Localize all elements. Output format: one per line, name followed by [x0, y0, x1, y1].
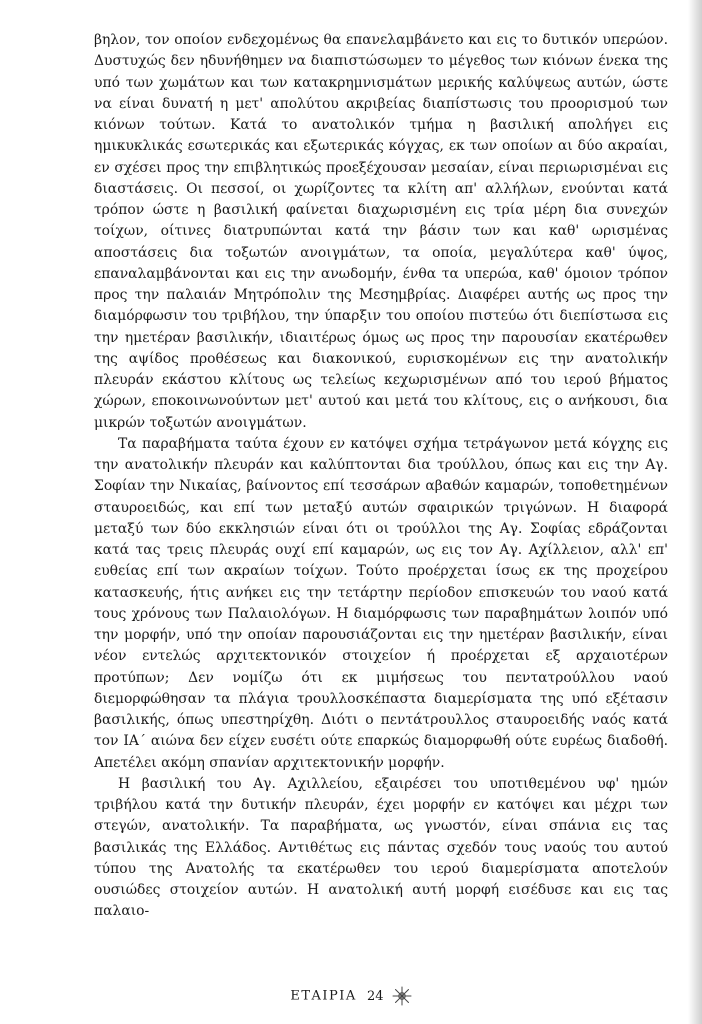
footer-title: ΕΤΑΙΡΙΑ: [290, 988, 357, 1004]
page-edge-shadow: [688, 0, 702, 1024]
paragraph: Η βασιλική του Αγ. Αχιλλείου, εξαιρέσει του υποτιθεμένου υφ' ημών τριβήλου κατά την δυτικήν πλευράν, έχει μορφήν εν κατόψει και μέχρι των στεγών, ανατολικήν. Τα παραβήματα, ως γνωστόν, είναι σπάνια εις τας βασιλικάς της Ελλάδος. Αντιθέτως εις πάντας σχεδόν τους ναούς του αυτού τύπου της Ανατολής τα εκατέρωθεν του ιερού διαμερίσματα αποτελούν ουσιώδες στοιχείον αυτών. Η ανατολική αυτή μορφή εισέδυσε και εις τας παλαιο-: [94, 775, 668, 920]
body-text: [94, 30, 668, 923]
page-number: 24: [366, 988, 384, 1004]
paragraph: Τα παραβήματα ταύτα έχουν εν κατόψει σχήμα τετράγωνον μετά κόγχης εις την ανατολικήν πλευράν και καλύπτονται δια τρούλλου, όπως και εις την Αγ. Σοφίαν την Νικαίας, βαίνοντος επί τεσσάρων αβαθών καμαρών, τοποθετημένων σταυροειδώς, και επί των μεταξύ αυτών σφαιρικών τριγώνων. Η διαφορά μεταξύ των δύο εκκλησιών είναι ότι οι τρούλλοι της Αγ. Σοφίας εδράζονται κατά τας τρεις πλευράς ουχί επί καμαρών, ως εις τον Αγ. Αχίλλειον, αλλ' επ' ευθείας επί των ακραίων τοίχων. Τούτο προέρχεται ίσως εκ της προχείρου κατασκευής, ήτις ανήκει εις την τετάρτην περίοδον επισκευών του ναού κατά τους χρόνους των Παλαιολόγων. Η διαμόρφωσις των παραβημάτων λοιπόν υπό την μορφήν, υπό την οποίαν παρουσιάζονται εις την ημετέραν βασιλικήν, είναι νέον εντελώς αρχιτεκτονικόν στοιχείον ή προέρχεται εξ αρχαιοτέρων προτύπων; Δεν νομίζω ότι εκ μιμήσεως του πεντατρούλλου ναού διεμορφώθησαν τα πλάγια τρουλλοσκέπαστα διαμερίσματα της υπό εξέτασιν βασιλικής, όπως υπεστηρίχθη. Διότι ο πεντάτρουλλος σταυροειδής ναός κατά τον ΙΑ΄ αιώνα δεν είχεν ευσέτι ούτε επαρκώς διαμορφωθή ούτε ευρέως διαδοθή. Απετέλει ακόμη σπανίαν αρχιτεκτονικήν μορφήν.: [94, 435, 668, 771]
paragraph: βηλον, τον οποίον ενδεχομένως θα επανελαμβάνετο και εις το δυτικόν υπερώον. Δυστυχώς δεν ηδυνήθημεν να διαπιστώσωμεν το μέγεθος των κιόνων ένεκα της υπό των χωμάτων και των κατακρημνισμάτων μερικής καλύψεως αυτών, ώστε να είναι δυνατή η μετ' απολύτου ακριβείας διαπίστωσις του προορισμού των κιόνων τούτων. Κατά το ανατολικόν τμήμα η βασιλική απολήγει εις ημικυκλικάς εσωτερικάς και εξωτερικάς κόγχας, εκ των οποίων αι δύο ακραίαι, εν σχέσει προς την επιβλητικώς προεξέχουσαν μεσαίαν, είναι περιωρισμέναι εις διαστάσεις. Οι πεσσοί, οι χωρίζοντες τα κλίτη απ' αλλήλων, ενούνται κατά τρόπον ώστε η βασιλική φαίνεται διαχωρισμένη εις τρία μέρη δια συνεχών τοίχων, οίτινες διατρυπώνται κατά την βάσιν των και καθ' ωρισμένας αποστάσεις δια τοξωτών ανοιγμάτων, τα οποία, μεγαλύτερα καθ' ύψος, επαναλαμβάνονται και εις την ανωδομήν, ένθα τα υπερώα, καθ' όμοιον τρόπον προς την παλαιάν Μητρόπολιν της Μεσημβρίας. Διαφέρει αυτής ως προς την διαμόρφωσιν του τριβήλου, την ύπαρξιν του οποίου πιστεύω ότι διεπίστωσα εις την ημετέραν βασιλικήν, ιδιαιτέρως όμως ως προς την παρουσίαν εκατέρωθεν της αψίδος προθέσεως και διακονικού, ευρισκομένων εις την ανατολικήν πλευράν εκάστου κλίτους ως τελείως κεχωρισμένων από του ιερού βήματος χώρων, εποκοινωνούντων μετ' αυτού και μετά του κλίτους, εις ο ανήκουσι, δια μικρών τοξωτών ανοιγμάτων.: [94, 32, 668, 431]
page-footer: [0, 986, 702, 1006]
star-emblem-icon: [392, 986, 412, 1006]
